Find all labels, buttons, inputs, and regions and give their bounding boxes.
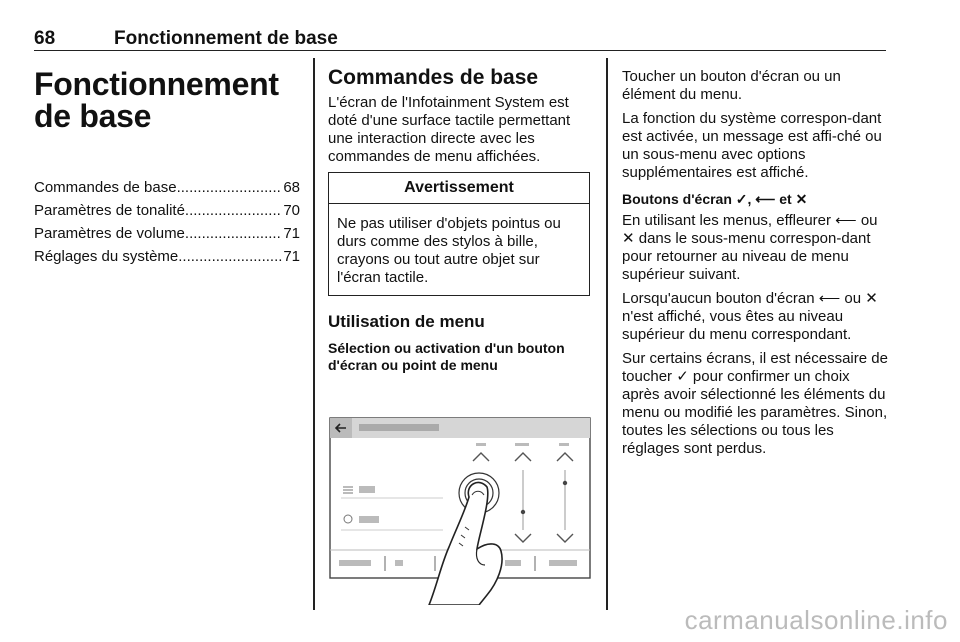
section-title: Commandes de base [328,66,539,89]
chapter-title: Fonctionnement de base [34,66,279,134]
warning-title: Avertissement [329,173,589,204]
touchscreen-illustration [329,415,591,605]
watermark: carmanualsonline.info [684,605,948,635]
column-divider [313,58,315,610]
warning-body: Ne pas utiliser d'objets pointus ou durs comme des stylos à bille, crayons ou tout autre objet sur l'écran tactile. [337,215,561,286]
toc-entry[interactable]: Paramètres de volume ..... 71 [34,222,300,245]
subsection-title: Utilisation de menu [328,312,485,331]
buttons-heading: Boutons d'écran ✓, ⟵ et ✕ [622,191,808,207]
paragraph: Toucher un bouton d'écran ou un élément du menu. [622,68,841,103]
chapter-column [34,58,300,268]
toc-entry[interactable]: Commandes de base ..... 68 [34,176,300,199]
section-intro: L'écran de l'Infotainment System est doté d'une surface tactile permettant une interaction directe avec les commandes de menu affichées. [328,94,571,165]
table-of-contents [34,176,300,268]
section-column [328,58,590,374]
toc-entry[interactable]: Paramètres de tonalité ..... 70 [34,199,300,222]
paragraph: En utilisant les menus, effleurer ⟵ ou ✕ dans le sous-menu correspon-dant pour retourner au niveau de menu supérieur suivant. [622,212,878,283]
paragraph: Lorsqu'aucun bouton d'écran ⟵ ou ✕ n'est affiché, vous êtes au niveau supérieur du menu correspondant. [622,290,878,343]
page-number: 68 [34,28,56,49]
warning-box [328,172,590,296]
paragraph: Sur certains écrans, il est nécessaire de toucher ✓ pour confirmer un choix après avoir sélectionné les éléments du menu ou modifié les paramètres. Sinon, toutes les sélections ou tous les réglages sont perdus. [622,350,888,457]
text-column [622,58,888,464]
toc-entry[interactable]: Réglages du système ..... 71 [34,245,300,268]
running-title: Fonctionnement de base [114,28,338,49]
paragraph: La fonction du système correspon-dant est activée, un message est affi-ché ou un sous-menu avec options supplémentaires est affiché. [622,110,882,181]
screen-title-placeholder [359,424,439,431]
page-header [34,26,886,51]
subsubsection-title: Sélection ou activation d'un bouton d'écran ou point de menu [328,340,565,373]
column-divider [606,58,608,610]
